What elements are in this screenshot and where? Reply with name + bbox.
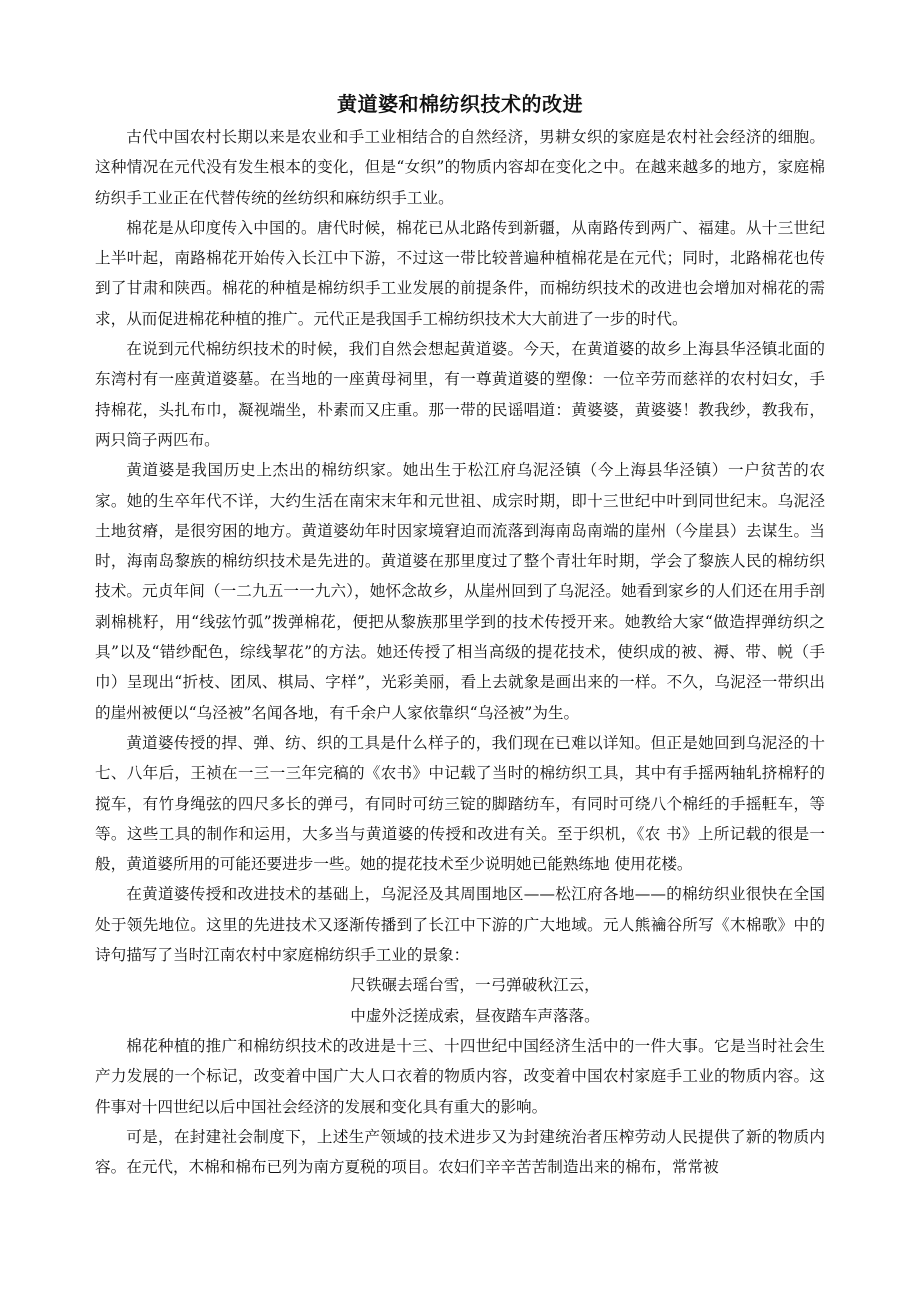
- paragraph-3: 在说到元代棉纺织技术的时候，我们自然会想起黄道婆。今天，在黄道婆的故乡上海县华泾镇北面的东湾村有一座黄道婆墓。在当地的一座黄母祠里，有一尊黄道婆的塑像：一位辛劳而慈祥的农村妇女，手持棉花，头扎布巾，凝视端坐，朴素而又庄重。那一带的民谣唱道：黄婆婆，黄婆婆！教我纱，教我布， 两只筒子两匹布。: [95, 340, 825, 449]
- document-title: 黄道婆和棉纺织技术的改进: [337, 92, 583, 116]
- poem-line-1: 尺铁碾去瑶台雪，一弓弹破秋江云，: [350, 976, 600, 995]
- poem-block: [95, 970, 825, 1031]
- paragraph-6: 在黄道婆传授和改进技术的基础上，乌泥泾及其周围地区——松江府各地——的棉纺织业很快在全国处于领先地位。这里的先进技术又逐渐传播到了长江中下游的广大地域。元人熊禴谷所写《木棉歌》中的诗句描写了当时江南农村中家庭棉纺织手工业的景象：: [95, 885, 825, 965]
- poem-line-2: 中虚外泛搓成索，昼夜踏车声落落。: [350, 1006, 600, 1025]
- paragraph-8: 可是，在封建社会制度下，上述生产领域的技术进步又为封建统治者压榨劳动人民提供了新的物质内容。在元代，木棉和棉布已列为南方夏税的项目。农妇们辛辛苦苦制造出来的棉布，常常被: [95, 1127, 825, 1177]
- paragraph-1: 古代中国农村长期以来是农业和手工业相结合的自然经济，男耕女织的家庭是农村社会经济的细胞。这种情况在元代没有发生根本的变化，但是“女织”的物质内容却在变化之中。在越来越多的地方，家庭棉纺织手工业正在代替传统的丝纺织和麻纺织手工业。: [95, 128, 825, 207]
- paragraph-4: 黄道婆是我国历史上杰出的棉纺织家。她出生于松江府乌泥泾镇（今上海县华泾镇）一户贫苦的农家。她的生卒年代不详，大约生活在南宋末年和元世祖、成宗时期，即十三世纪中叶到同世纪末。乌泥泾土地贫瘠，是很穷困的地方。黄道婆幼年时因家境窘迫而流落到海南岛南端的崖州（今崖县）去谋生。当时，海南岛黎族的棉纺织技术是先进的。黄道婆在那里度过了整个青壮年时期，学会了黎族人民的棉纺织技术。元贞年间（一二九五一一九六），她怀念故乡，从崖州回到了乌泥泾。她看到家乡的人们还在用手剖剥棉桃籽，用“线弦竹弧”拨弹棉花，便把从黎族那里学到的技术传授开来。她教给大家“做造捍弹纺织之具”以及“错纱配色，综线挈花”的方法。她还传授了相当高级的提花技术，使织成的被、褥、带、帨（手巾）呈现出“折枝、团凤、棋局、字样”，光彩美丽，看上去就象是画出来的一样。不久，乌泥泾一带织出的崖州被便以“乌泾被”名闻各地，有千余户人家依靠织“乌泾被”为生。: [95, 461, 825, 722]
- document-page: [95, 88, 825, 1182]
- paragraph-2: 棉花是从印度传入中国的。唐代时候，棉花已从北路传到新疆，从南路传到两广、福建。从十三世纪上半叶起，南路棉花开始传入长江中下游，不过这一带比较普遍种植棉花是在元代；同时，北路棉花也传到了甘肃和陕西。棉花的种植是棉纺织手工业发展的前提条件，而棉纺织技术的改进也会增加对棉花的需求，从而促进棉花种植的推广。元代正是我国手工棉纺织技术大大前进了一步的时代。: [95, 218, 825, 328]
- paragraph-5: 黄道婆传授的捍、弹、纺、织的工具是什么样子的，我们现在已难以详知。但正是她回到乌泥泾的十七、八年后，王祯在一三一三年完稿的《农书》中记载了当时的棉纺织工具，其中有手摇两轴轧挤棉籽的搅车，有竹身绳弦的四尺多长的弹弓，有同时可纺三锭的脚踏纺车，有同时可绕八个棉纴的手摇軖车，等等。这些工具的制作和运用，大多当与黄道婆的传授和改进有关。至于织机，《农 书》上所记载的很是一般，黄道婆所用的可能还要进步一些。她的提花技术至少说明她已能熟练地 使用花楼。: [95, 733, 825, 874]
- paragraph-7: 棉花种植的推广和棉纺织技术的改进是十三、十四世纪中国经济生活中的一件大事。它是当时社会生产力发展的一个标记，改变着中国广大人口衣着的物质内容，改变着中国农村家庭手工业的物质内容。这件事对十四世纪以后中国社会经济的发展和变化具有重大的影响。: [95, 1036, 825, 1116]
